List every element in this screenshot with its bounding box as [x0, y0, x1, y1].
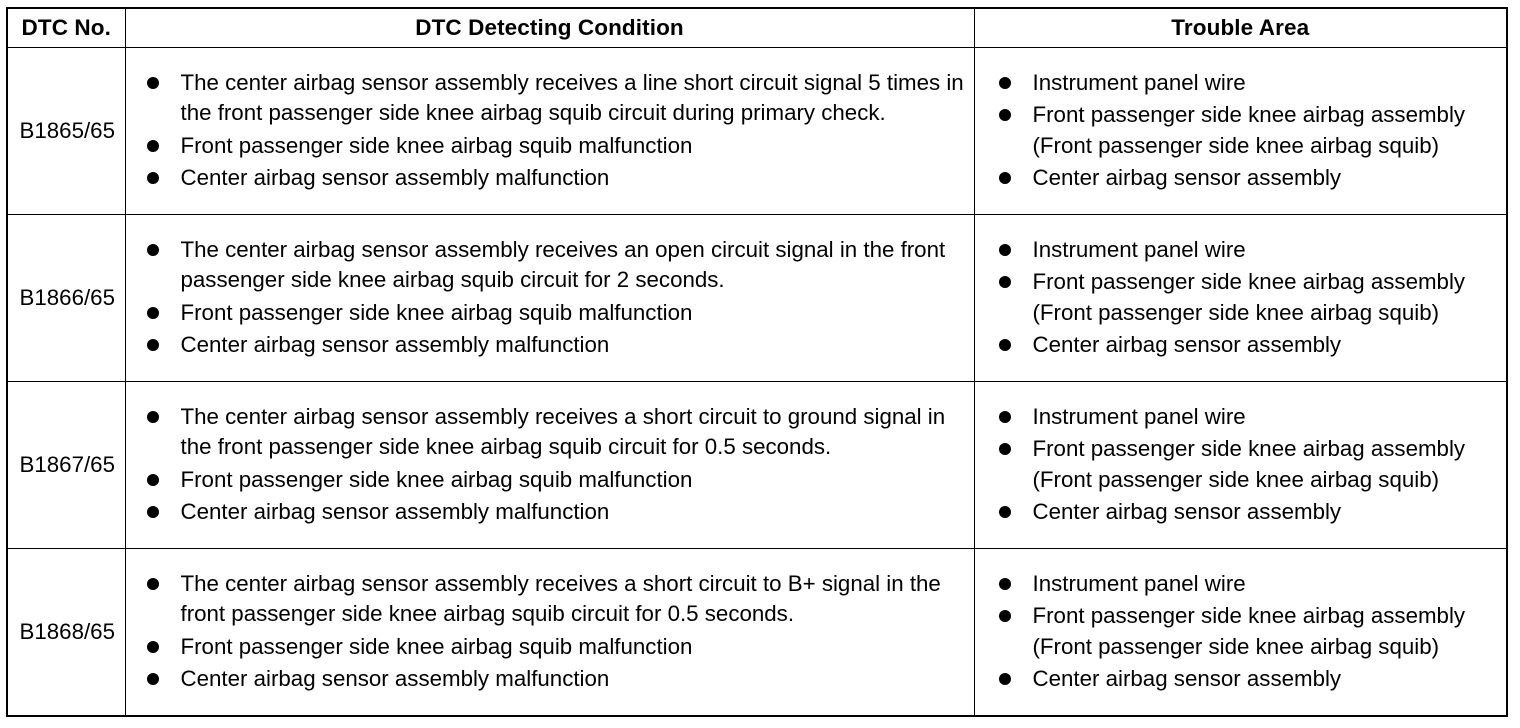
list-item [147, 131, 968, 162]
dtc-code: B1866/65 [7, 215, 125, 382]
bullet-icon [147, 506, 159, 518]
header-row [7, 8, 1507, 48]
list-item [147, 497, 968, 528]
bullet-icon [999, 339, 1011, 351]
list-item [999, 402, 1501, 433]
condition-text: Center airbag sensor assembly malfunction [180, 499, 610, 524]
dtc-code: B1865/65 [7, 48, 125, 215]
bullet-icon [999, 578, 1011, 590]
trouble-area-cell [974, 215, 1507, 382]
trouble-area-list [975, 235, 1507, 361]
list-item [999, 434, 1501, 495]
list-item [999, 664, 1501, 695]
list-item [999, 163, 1501, 194]
table-row [7, 549, 1507, 717]
list-item [147, 298, 968, 329]
condition-list [126, 235, 974, 361]
list-item [147, 235, 968, 296]
bullet-icon [999, 77, 1011, 89]
condition-list [126, 402, 974, 528]
header-detecting-condition: DTC Detecting Condition [125, 8, 974, 48]
bullet-icon [999, 506, 1011, 518]
trouble-area-text: Center airbag sensor assembly [1032, 666, 1342, 691]
condition-text: The center airbag sensor assembly receives an open circuit signal in the front passenger side knee airbag squib circuit for 2 seconds. [180, 236, 946, 292]
trouble-area-text: Front passenger side knee airbag assembly (Front passenger side knee airbag squib) [1032, 603, 1466, 659]
condition-text: The center airbag sensor assembly receives a short circuit to ground signal in the front passenger side knee airbag squib circuit for 0.5 seconds. [180, 403, 946, 459]
table-row [7, 48, 1507, 215]
bullet-icon [999, 673, 1011, 685]
list-item [147, 402, 968, 463]
bullet-icon [147, 140, 159, 152]
condition-text: Front passenger side knee airbag squib malfunction [180, 132, 693, 158]
condition-text: The center airbag sensor assembly receives a short circuit to B+ signal in the front passenger side knee airbag squib circuit for 0.5 seconds. [180, 570, 941, 626]
trouble-area-text: Front passenger side knee airbag assembly (Front passenger side knee airbag squib) [1032, 436, 1466, 492]
trouble-area-list [975, 402, 1507, 528]
trouble-area-text: Instrument panel wire [1032, 403, 1246, 429]
detecting-condition-cell [125, 382, 974, 549]
condition-text: Front passenger side knee airbag squib malfunction [180, 466, 693, 492]
list-item [147, 664, 968, 695]
list-item [999, 601, 1501, 662]
list-item [999, 330, 1501, 361]
trouble-area-cell [974, 549, 1507, 717]
bullet-icon [147, 77, 159, 89]
bullet-icon [999, 172, 1011, 184]
dtc-code: B1867/65 [7, 382, 125, 549]
list-item [147, 632, 968, 663]
trouble-area-list [975, 569, 1507, 695]
list-item [147, 68, 968, 129]
trouble-area-text: Center airbag sensor assembly [1032, 499, 1342, 524]
condition-list [126, 68, 974, 194]
bullet-icon [147, 411, 159, 423]
condition-text: Front passenger side knee airbag squib malfunction [180, 633, 693, 659]
condition-text: Center airbag sensor assembly malfunction [180, 165, 610, 190]
bullet-icon [147, 673, 159, 685]
bullet-icon [147, 172, 159, 184]
bullet-icon [999, 610, 1011, 622]
bullet-icon [147, 244, 159, 256]
bullet-icon [999, 411, 1011, 423]
table-row [7, 215, 1507, 382]
condition-text: Center airbag sensor assembly malfunction [180, 666, 610, 691]
trouble-area-text: Instrument panel wire [1032, 69, 1246, 95]
bullet-icon [147, 474, 159, 486]
trouble-area-text: Center airbag sensor assembly [1032, 165, 1342, 190]
trouble-area-text: Center airbag sensor assembly [1032, 332, 1342, 357]
list-item [147, 465, 968, 496]
dtc-code: B1868/65 [7, 549, 125, 717]
condition-text: Center airbag sensor assembly malfunction [180, 332, 610, 357]
trouble-area-text: Instrument panel wire [1032, 570, 1246, 596]
list-item [999, 569, 1501, 600]
detecting-condition-cell [125, 48, 974, 215]
condition-list [126, 569, 974, 695]
bullet-icon [147, 578, 159, 590]
trouble-area-text: Front passenger side knee airbag assembly (Front passenger side knee airbag squib) [1032, 269, 1466, 325]
trouble-area-cell [974, 382, 1507, 549]
list-item [999, 68, 1501, 99]
list-item [147, 163, 968, 194]
list-item [999, 235, 1501, 266]
condition-text: The center airbag sensor assembly receives a line short circuit signal 5 times in the front passenger side knee airbag squib circuit during primary check. [180, 69, 964, 125]
bullet-icon [147, 641, 159, 653]
condition-text: Front passenger side knee airbag squib malfunction [180, 299, 693, 325]
list-item [999, 497, 1501, 528]
table-header [7, 8, 1507, 48]
header-trouble-area: Trouble Area [974, 8, 1507, 48]
header-dtc-no: DTC No. [7, 8, 125, 48]
bullet-icon [999, 244, 1011, 256]
bullet-icon [999, 276, 1011, 288]
detecting-condition-cell [125, 549, 974, 717]
trouble-area-list [975, 68, 1507, 194]
detecting-condition-cell [125, 215, 974, 382]
trouble-area-cell [974, 48, 1507, 215]
bullet-icon [999, 443, 1011, 455]
table-body [7, 48, 1507, 717]
bullet-icon [147, 339, 159, 351]
table-row [7, 382, 1507, 549]
list-item [147, 569, 968, 630]
list-item [999, 267, 1501, 328]
list-item [147, 330, 968, 361]
bullet-icon [999, 109, 1011, 121]
trouble-area-text: Front passenger side knee airbag assembly (Front passenger side knee airbag squib) [1032, 102, 1466, 158]
bullet-icon [147, 307, 159, 319]
dtc-table [6, 7, 1508, 717]
list-item [999, 100, 1501, 161]
trouble-area-text: Instrument panel wire [1032, 236, 1246, 262]
